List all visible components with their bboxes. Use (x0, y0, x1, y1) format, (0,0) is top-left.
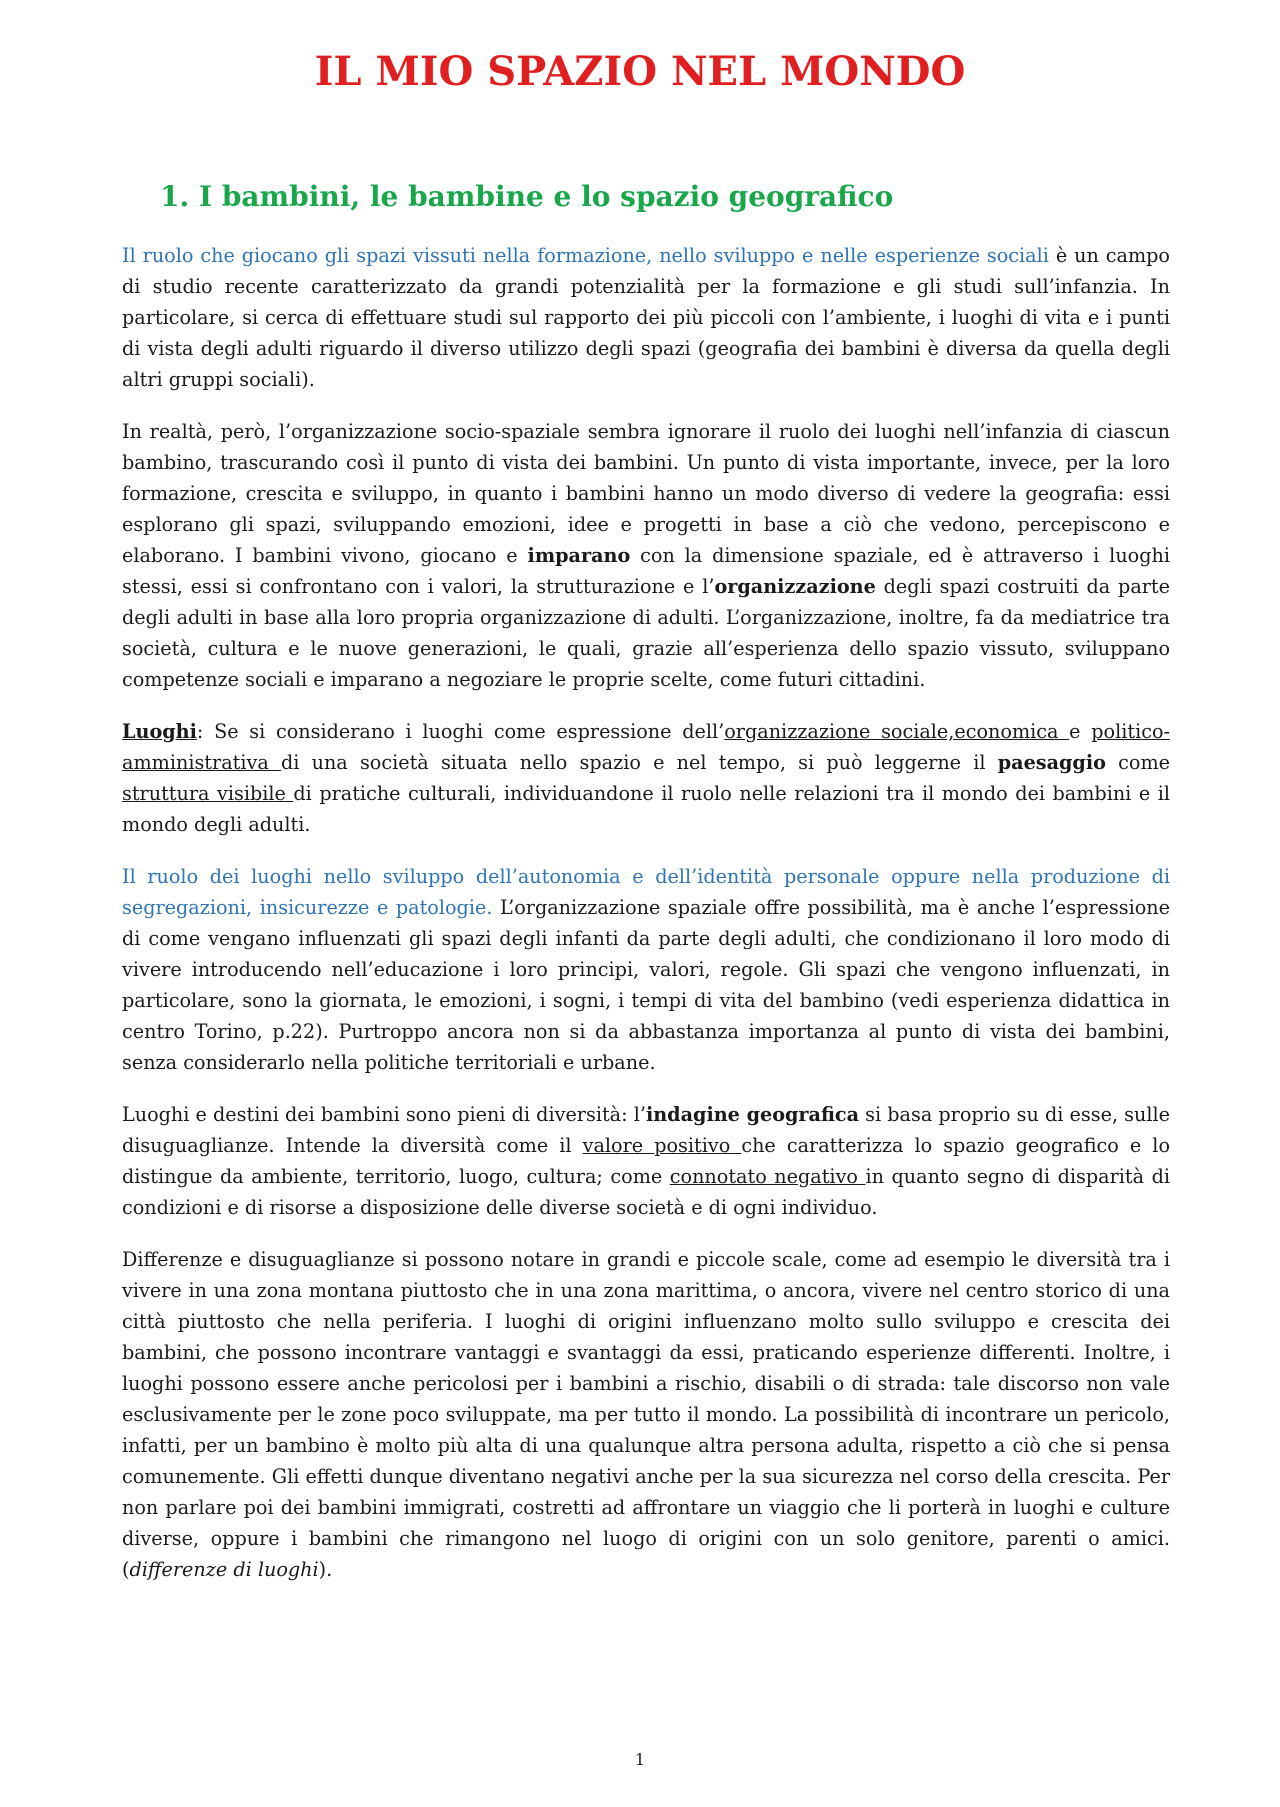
italic-term: differenze di luoghi (129, 1558, 319, 1581)
text-run: come (1105, 751, 1170, 774)
page-number: 1 (634, 1750, 646, 1769)
text-run: in quanto segno di disparità di condizioni e di risorse a disposizione delle diverse società e di ogni individuo. (122, 1165, 1170, 1219)
text-run: L’organizzazione spaziale offre possibilità, ma è anche l’espressione di come vengano influenzati gli spazi degli infanti da parte degli adulti, che condizionano il loro modo di vivere introducendo nell’educazione i loro principi, valori, regole. Gli spazi che vengono influenzati, in particolare, sono la giornata, le emozioni, i sogni, i tempi di vita del bambino (vedi esperienza didattica in centro Torino, p.22). Purtroppo ancora non si da abbastanza importanza al punto di vista dei bambini, senza considerarlo nella politiche territoriali e urbane. (122, 896, 1170, 1074)
document-title: IL MIO SPAZIO NEL MONDO (314, 48, 966, 95)
text-run: con la dimensione spaziale, ed è attraverso i luoghi stessi, essi si confrontano con i valori, la strutturazione e l’ (122, 544, 1171, 598)
paragraph-2 (122, 416, 1170, 695)
bold-term: imparano (527, 544, 631, 567)
underlined-term: valore positivo (582, 1134, 742, 1157)
highlighted-text: Il ruolo che giocano gli spazi vissuti nella formazione, nello sviluppo e nelle esperienze sociali (122, 244, 1049, 267)
term-label: Luoghi (122, 720, 197, 743)
paragraph-3 (122, 716, 1170, 840)
underlined-term: struttura visibile (122, 782, 294, 805)
paragraph-5 (122, 1099, 1170, 1223)
underlined-term: connotato negativo (669, 1165, 866, 1188)
document-body (122, 240, 1170, 1606)
bold-term: organizzazione (714, 575, 876, 598)
paragraph-1 (122, 240, 1170, 395)
text-run: In realtà, però, l’organizzazione socio-spaziale sembra ignorare il ruolo dei luoghi nell’infanzia di ciascun bambino, trascurando così il punto di vista dei bambini. Un punto di vista importante, invece, per la loro formazione, crescita e sviluppo, in quanto i bambini hanno un modo diverso di vedere la geografia: essi esplorano gli spazi, sviluppando emozioni, idee e progetti in base a ciò che vedono, percepiscono e elaborano. I bambini vivono, giocano e (122, 420, 1170, 567)
text-run: Differenze e disuguaglianze si possono notare in grandi e piccole scale, come ad esempio le diversità tra i vivere in una zona montana piuttosto che in una zona marittima, o ancora, vivere nel centro storico di una città piuttosto che nella periferia. I luoghi di origini influenzano molto sullo sviluppo e crescita dei bambini, che possono incontrare vantaggi e svantaggi da essi, praticando esperienze differenti. Inoltre, i luoghi possono essere anche pericolosi per i bambini a rischio, disabili o di strada: tale discorso non vale esclusivamente per le zone poco sviluppate, ma per tutto il mondo. La possibilità di incontrare un pericolo, infatti, per un bambino è molto più alta di una qualunque altra persona adulta, rispetto a ciò che si pensa comunemente. Gli effetti dunque diventano negativi anche per la sua sicurezza nel corso della crescita. Per non parlare poi dei bambini immigrati, costretti ad affrontare un viaggio che li porterà in luoghi e culture diverse, oppure i bambini che rimangono nel luogo di origini con un solo genitore, parenti o amici. ( (122, 1248, 1170, 1581)
text-run: si basa proprio su di esse, sulle disuguaglianze. Intende la diversità come il (122, 1103, 1171, 1157)
section-heading: 1. I bambini, le bambine e lo spazio geografico (160, 180, 894, 213)
underlined-term: politico-amministrativa (122, 720, 1170, 774)
text-run: degli spazi costruiti da parte degli adulti in base alla loro propria organizzazione di adulti. L’organizzazione, inoltre, fa da mediatrice tra società, cultura e le nuove generazioni, le quali, grazie all’esperienza dello spazio vissuto, sviluppano competenze sociali e imparano a negoziare le proprie scelte, come futuri cittadini. (122, 575, 1170, 691)
highlighted-text: Il ruolo dei luoghi nello sviluppo dell’autonomia e dell’identità personale oppure nella produzione di segregazioni, insicurezze e patologie. (122, 865, 1170, 919)
text-run: Luoghi e destini dei bambini sono pieni di diversità: l’ (122, 1103, 646, 1126)
paragraph-4 (122, 861, 1170, 1078)
bold-term: paesaggio (997, 751, 1106, 774)
underlined-term: organizzazione sociale,economica (724, 720, 1070, 743)
text-run: ). (318, 1558, 333, 1581)
text-run: di pratiche culturali, individuandone il ruolo nelle relazioni tra il mondo dei bambini e il mondo degli adulti. (122, 782, 1170, 836)
paragraph-6 (122, 1244, 1170, 1585)
text-run: e (1069, 720, 1092, 743)
bold-term: indagine geografica (645, 1103, 860, 1126)
text-run: è un campo di studio recente caratterizzato da grandi potenzialità per la formazione e gli studi sull’infanzia. In particolare, si cerca di effettuare studi sul rapporto dei più piccoli con l’ambiente, i luoghi di vita e i punti di vista degli adulti riguardo il diverso utilizzo degli spazi (geografia dei bambini è diversa da quella degli altri gruppi sociali). (122, 244, 1170, 391)
text-run: che caratterizza lo spazio geografico e lo distingue da ambiente, territorio, luogo, cultura; come (122, 1134, 1170, 1188)
text-run: di una società situata nello spazio e nel tempo, si può leggerne il (280, 751, 998, 774)
text-run: : Se si considerano i luoghi come espressione dell’ (196, 720, 725, 743)
